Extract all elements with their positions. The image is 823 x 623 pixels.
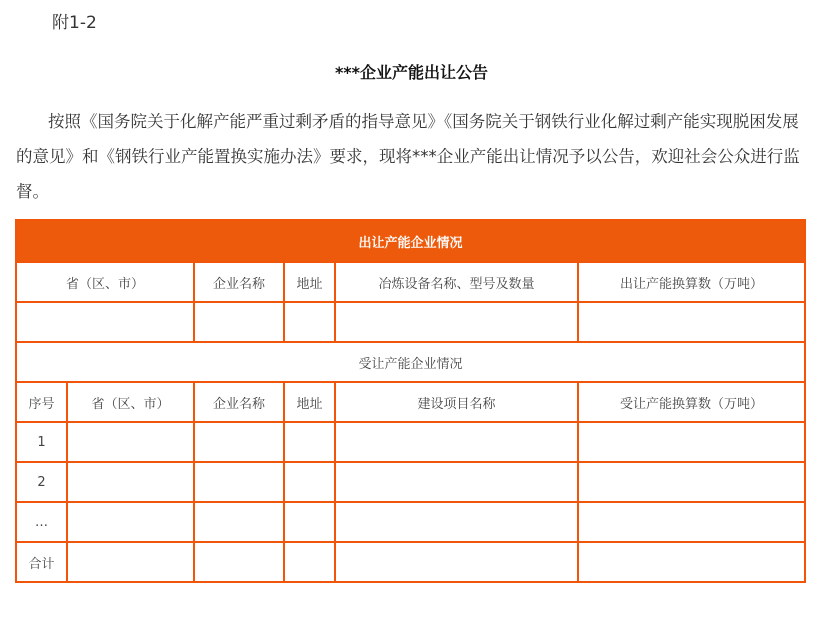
seller-col-address: 地址 bbox=[284, 262, 335, 302]
table-cell bbox=[284, 422, 335, 462]
intro-text: 按照《国务院关于化解产能严重过剩矛盾的指导意见》《国务院关于钢铁行业化解过剩产能实现脱困发展的意见》和《钢铁行业产能置换实施办法》要求，现将***企业产能出让情况予以公告，欢迎社会公众进行监督。 bbox=[16, 112, 800, 201]
table-cell bbox=[16, 302, 194, 342]
capacity-transfer-table bbox=[15, 219, 806, 583]
appendix-label: 附1-2 bbox=[52, 13, 97, 33]
buyer-col-seq: 序号 bbox=[16, 382, 67, 422]
buyer-col-project: 建设项目名称 bbox=[335, 382, 578, 422]
table-cell bbox=[67, 542, 194, 582]
row-seq: 2 bbox=[16, 462, 67, 502]
buyer-col-company: 企业名称 bbox=[194, 382, 284, 422]
table-cell bbox=[284, 502, 335, 542]
table-cell bbox=[335, 302, 578, 342]
page-title: ***企业产能出让公告 bbox=[334, 63, 489, 82]
table-cell bbox=[194, 462, 284, 502]
buyer-header-row bbox=[16, 382, 805, 422]
seller-section-header-row bbox=[16, 220, 805, 262]
table-row bbox=[16, 462, 805, 502]
buyer-col-address: 地址 bbox=[284, 382, 335, 422]
seller-col-province: 省（区、市） bbox=[16, 262, 194, 302]
table-row-total bbox=[16, 542, 805, 582]
row-seq: … bbox=[16, 502, 67, 542]
table-cell bbox=[335, 502, 578, 542]
table-cell bbox=[578, 462, 805, 502]
row-seq: 1 bbox=[16, 422, 67, 462]
seller-header-row bbox=[16, 262, 805, 302]
buyer-section-header-row bbox=[16, 342, 805, 382]
table-cell bbox=[284, 302, 335, 342]
table-cell bbox=[284, 462, 335, 502]
row-total-label: 合计 bbox=[16, 542, 67, 582]
table-row bbox=[16, 422, 805, 462]
table-row bbox=[16, 502, 805, 542]
table-cell bbox=[335, 462, 578, 502]
table-cell bbox=[335, 422, 578, 462]
table-cell bbox=[284, 542, 335, 582]
table-cell bbox=[194, 502, 284, 542]
buyer-col-capacity: 受让产能换算数（万吨） bbox=[578, 382, 805, 422]
table-cell bbox=[67, 462, 194, 502]
table-cell bbox=[578, 422, 805, 462]
intro-paragraph bbox=[16, 104, 806, 209]
table-cell bbox=[194, 302, 284, 342]
table-cell bbox=[335, 542, 578, 582]
table-cell bbox=[194, 542, 284, 582]
table-cell bbox=[578, 542, 805, 582]
table-cell bbox=[67, 422, 194, 462]
table-cell bbox=[578, 502, 805, 542]
table-cell bbox=[67, 502, 194, 542]
seller-section-title: 出让产能企业情况 bbox=[16, 220, 805, 262]
seller-col-capacity: 出让产能换算数（万吨） bbox=[578, 262, 805, 302]
buyer-col-province: 省（区、市） bbox=[67, 382, 194, 422]
table-cell bbox=[578, 302, 805, 342]
table-cell bbox=[194, 422, 284, 462]
buyer-section-title: 受让产能企业情况 bbox=[16, 342, 805, 382]
seller-col-equipment: 冶炼设备名称、型号及数量 bbox=[335, 262, 578, 302]
seller-data-row bbox=[16, 302, 805, 342]
seller-col-company: 企业名称 bbox=[194, 262, 284, 302]
